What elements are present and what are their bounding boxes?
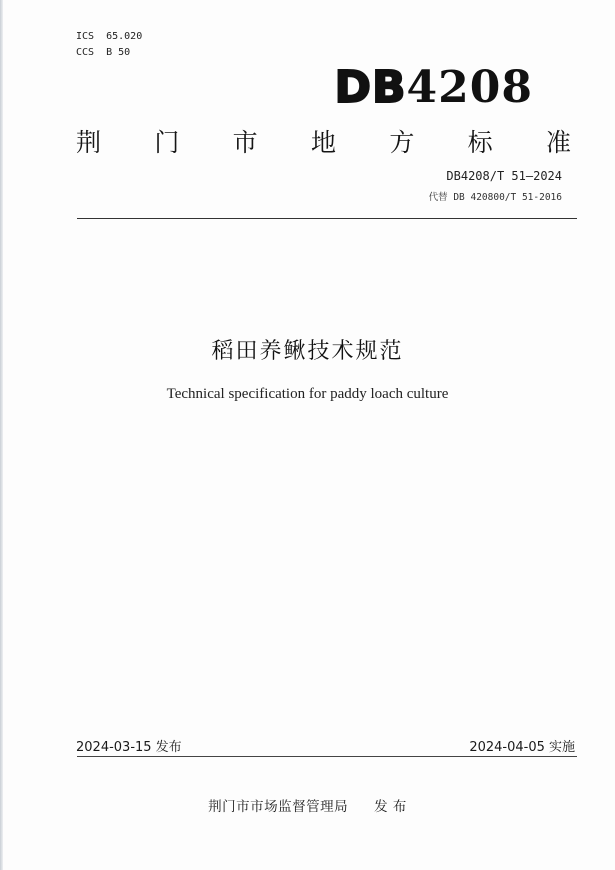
- standard-code: DB4208/T 51—2024: [446, 169, 562, 183]
- standard-type-char: 门: [154, 128, 180, 157]
- issuer-name: 荆门市市场监督管理局: [208, 799, 349, 815]
- standard-type-heading: [76, 126, 571, 160]
- document-title: 稻田养鳅技术规范: [211, 339, 404, 364]
- issuer-line: [0, 795, 615, 815]
- db-logo-prefix: DB: [334, 62, 407, 113]
- implementation-date: 2024-04-05 实施: [469, 740, 575, 755]
- standard-type-char: 方: [389, 128, 415, 157]
- ccs-code: CCS B 50: [76, 47, 131, 58]
- document-subtitle: Technical specification for paddy loach culture: [166, 386, 449, 402]
- standard-type-char: 地: [310, 128, 336, 157]
- issue-date: 2024-03-15 发布: [76, 740, 182, 755]
- header-divider: [77, 218, 577, 219]
- standard-type-char: 荆: [76, 128, 102, 157]
- classification-block: [76, 29, 142, 61]
- standard-type-char: 标: [467, 128, 493, 157]
- db-logo: [334, 62, 533, 114]
- scan-edge: [0, 0, 3, 870]
- ics-code: ICS 65.020: [76, 31, 143, 42]
- issuer-action: 发 布: [374, 799, 407, 815]
- replaces-standard: 代替 DB 420800/T 51-2016: [428, 192, 562, 203]
- db-logo-number: 4208: [406, 62, 533, 113]
- standard-type-char: 市: [232, 128, 258, 157]
- standard-type-char: 准: [545, 128, 571, 157]
- footer-divider: [77, 756, 577, 757]
